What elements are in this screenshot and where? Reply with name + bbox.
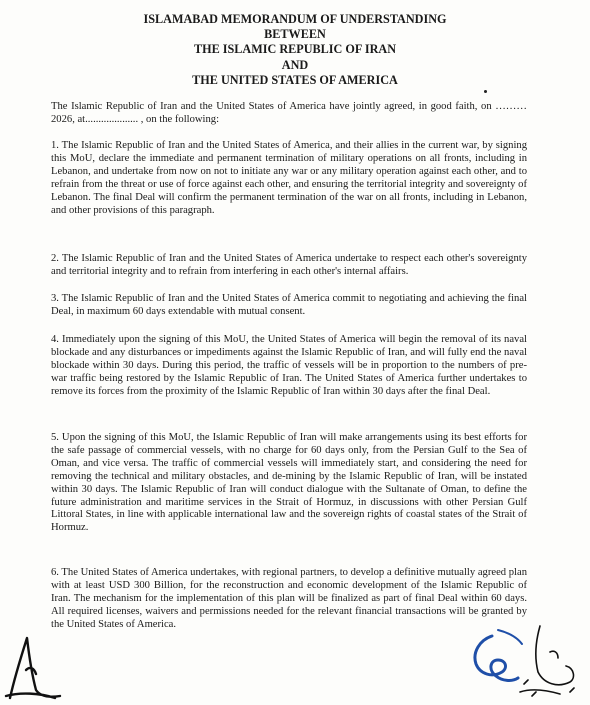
title-line-2: BETWEEN [264,27,326,42]
signature-left [0,630,80,702]
paragraph-5: 5. Upon the signing of this MoU, the Islamic Republic of Iran will make arrangements using its best efforts for the safe passage of commercial vessels, with no charge for 60 days only, from the Persian Gulf to the Sea of Oman, and vice versa. The traffic of commercial vessels will immediately start, and considering the need for removing the technical and military obstacles, and de-mining by the Islamic Republic of Iran, will be instated within 30 days. The Islamic Republic of Iran will conduct dialogue with the Sultanate of Oman, to define the future administration and maritime services in the Strait of Hormuz, in discussions with other Persian Gulf Littoral States, in line with applicable international law and the sovereign rights of coastal states of the Strait of Hormuz. [51,432,527,534]
title-line-1: ISLAMABAD MEMORANDUM OF UNDERSTANDING [143,12,447,26]
paragraph-2: 2. The Islamic Republic of Iran and the United States of America undertake to respect each other's sovereignty and territorial integrity and to refrain from interfering in each other's internal affairs. [51,253,527,277]
preamble: The Islamic Republic of Iran and the United States of America have jointly agreed, in good faith, on ……… 2026, at.................... , on the following: [51,101,527,125]
ink-dot [484,90,487,93]
signature-right [510,622,588,702]
paragraph-3: 3. The Islamic Republic of Iran and the United States of America commit to negotiating and achieving the final Deal, in maximum 60 days extendable with mutual consent. [51,293,527,317]
document-title [0,12,590,88]
paragraph-1: 1. The Islamic Republic of Iran and the United States of America, and their allies in the current war, by signing this MoU, declare the immediate and permanent termination of military operations on all fronts, including in Lebanon, and undertake from now on not to initiate any war or any military operation against each other, and to refrain from the threat or use of force against each other, and ensuring the territorial integrity and sovereignty of Lebanon. The final Deal will confirm the permanent termination of the war on all fronts, including in Lebanon, and other provisions of this paragraph. [51,140,527,216]
title-line-5: THE UNITED STATES OF AMERICA [192,72,398,87]
title-line-3: THE ISLAMIC REPUBLIC OF IRAN [193,42,397,57]
paragraph-4: 4. Immediately upon the signing of this MoU, the United States of America will begin the removal of its naval blockade and any disturbances or impediments against the Islamic Republic of Iran, and will fully end the naval blockade within 30 days. During this period, the traffic of vessels will be in proportion to the numbers of pre-war traffic being restored by the Islamic Republic of Iran. The United States of America further undertakes to remove its forces from the proximity of the Islamic Republic of Iran within 30 days after the final Deal. [51,334,527,397]
title-line-4: AND [281,57,309,72]
paragraph-6: 6. The United States of America undertakes, with regional partners, to develop a definitive mutually agreed plan with at least USD 300 Billion, for the reconstruction and economic development of the Islamic Republic of Iran. The mechanism for the implementation of this plan will be finalized as part of final Deal within 60 days. All required licenses, waivers and permissions needed for the relevant financial transactions will be granted by the United States of America. [51,567,527,630]
